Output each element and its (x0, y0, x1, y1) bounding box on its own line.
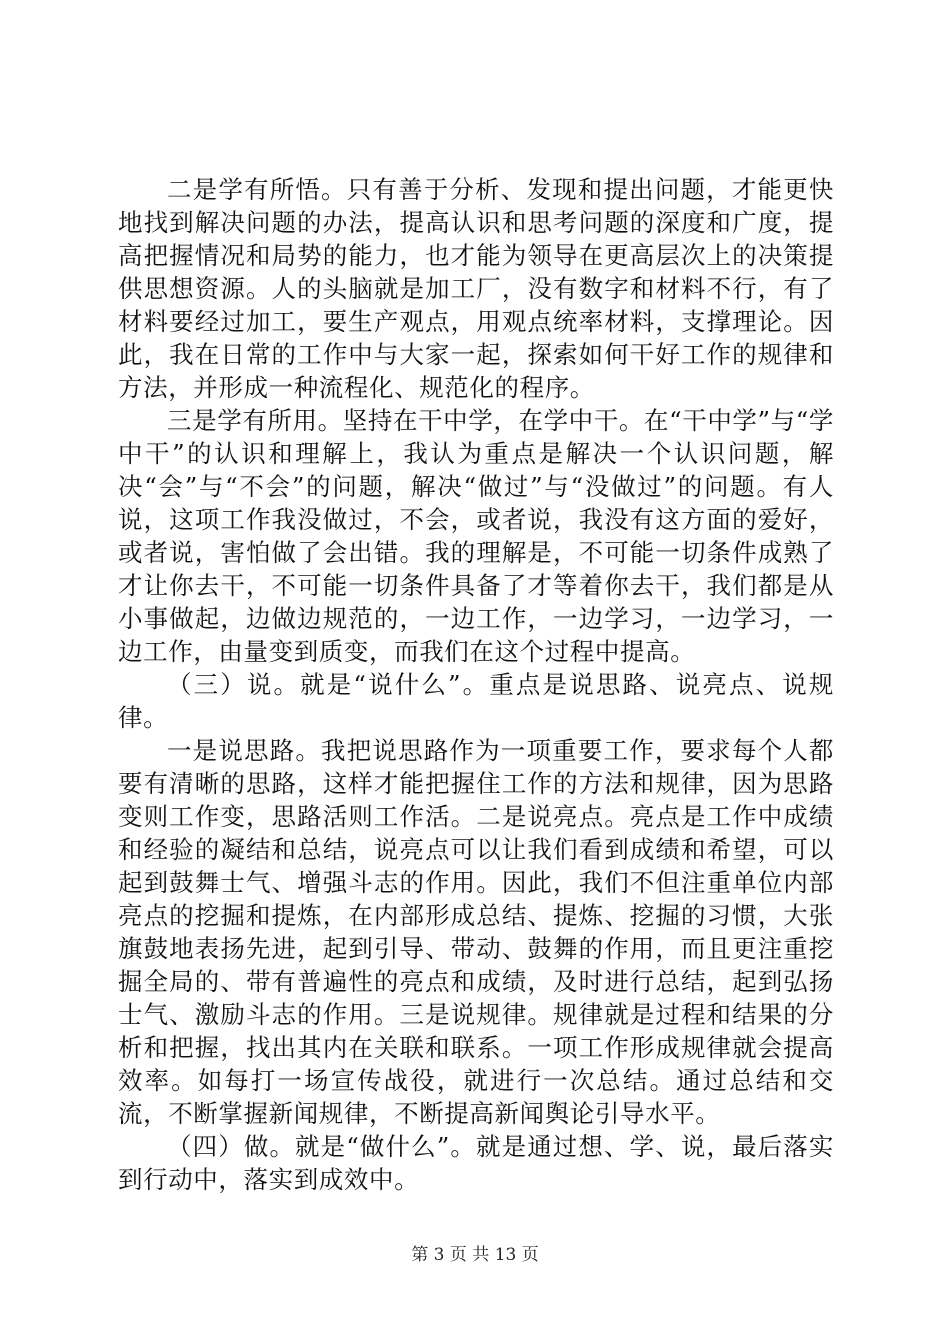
page-number-footer: 第 3 页 共 13 页 (411, 1245, 539, 1265)
section-heading-zuo: （四）做。就是“做什么”。就是通过想、学、说，最后落实到行动中，落实到成效中。 (118, 1132, 834, 1194)
paragraph-xue-you-suo-yong: 三是学有所用。坚持在干中学，在学中干。在“干中学”与“学中干”的认识和理解上，我认为重点是解决一个认识问题，解决“会”与“不会”的问题，解决“做过”与“没做过”的问题。有人说，这项工作我没做过，不会，或者说，我没有这方面的爱好，或者说，害怕做了会出错。我的理解是，不可能一切条件成熟了才让你去干，不可能一切条件具备了才等着你去干，我们都是从小事做起，边做边规范的，一边工作，一边学习，一边学习，一边工作，由量变到质变，而我们在这个过程中提高。 (118, 406, 834, 666)
section-heading-shuo: （三）说。就是“说什么”。重点是说思路、说亮点、说规律。 (118, 670, 834, 732)
paragraph-shuo-silu: 一是说思路。我把说思路作为一项重要工作，要求每个人都要有清晰的思路，这样才能把握住工作的方法和规律，因为思路变则工作变，思路活则工作活。二是说亮点。亮点是工作中成绩和经验的凝结和总结，说亮点可以让我们看到成绩和希望，可以起到鼓舞士气、增强斗志的作用。因此，我们不但注重单位内部亮点的挖掘和提炼，在内部形成总结、提炼、挖掘的习惯，大张旗鼓地表扬先进，起到引导、带动、鼓舞的作用，而且更注重挖掘全局的、带有普遍性的亮点和成绩，及时进行总结，起到弘扬士气、激励斗志的作用。三是说规律。规律就是过程和结果的分析和把握，找出其内在关联和联系。一项工作形成规律就会提高效率。如每打一场宣传战役，就进行一次总结。通过总结和交流，不断掌握新闻规律，不断提高新闻舆论引导水平。 (118, 736, 834, 1128)
paragraph-xue-you-suo-wu: 二是学有所悟。只有善于分析、发现和提出问题，才能更快地找到解决问题的办法，提高认识和思考问题的深度和广度，提高把握情况和局势的能力，也才能为领导在更高层次上的决策提供思想资源。人的头脑就是加工厂，没有数字和材料不行，有了材料要经过加工，要生产观点，用观点统率材料，支撑理论。因此，我在日常的工作中与大家一起，探索如何干好工作的规律和方法，并形成一种流程化、规范化的程序。 (118, 175, 834, 402)
document-body (118, 173, 834, 1196)
